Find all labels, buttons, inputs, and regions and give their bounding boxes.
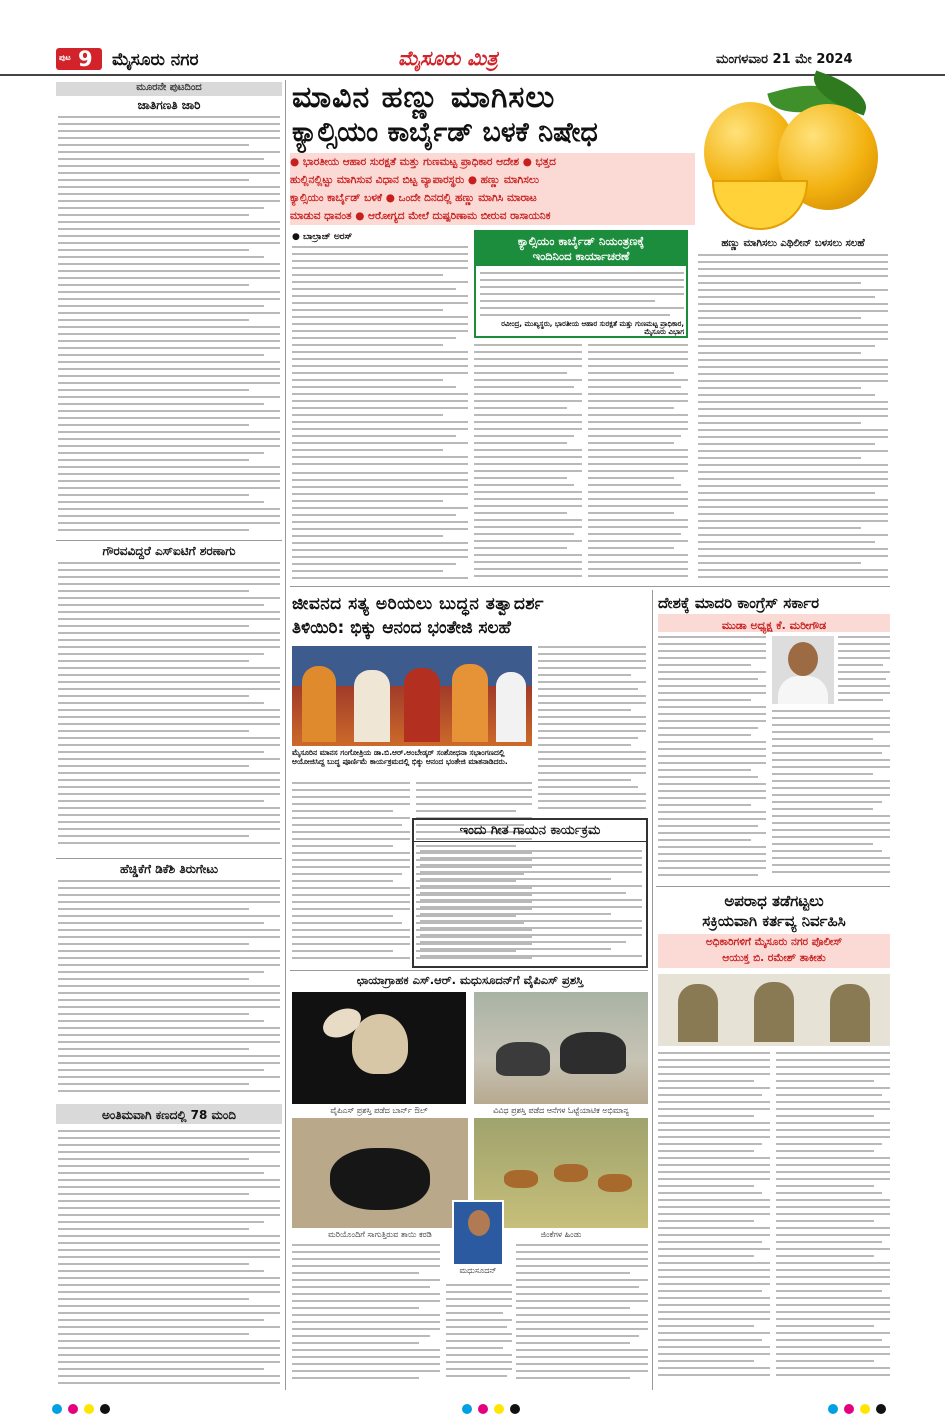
- divider-right: [652, 590, 653, 1390]
- police-headline-1: ಅಪರಾಧ ತಡೆಗಟ್ಟಲು: [724, 892, 824, 910]
- divider-police: [656, 886, 890, 887]
- congress-body-col2: [772, 710, 890, 880]
- photo-deer-caption: ಜಿಂಕೆಗಳ ಹಿಂಡು: [540, 1230, 582, 1239]
- lead-byline: ● ಬಾಲ್ರಾಜ್ ಅರಸ್: [292, 232, 353, 242]
- police-sub-1: ಅಧಿಕಾರಿಗಳಿಗೆ ಮೈಸೂರು ನಗರ ಪೊಲೀಸ್: [705, 936, 843, 948]
- photo-owl-caption: ವೈಪಿಎಸ್ ಪ್ರಶಸ್ತಿ ಪಡೆದ ಬಾರ್ನ್ ಔಲ್: [330, 1106, 428, 1115]
- lead-headline-1: ಮಾವಿನ ಹಣ್ಣು ಮಾಗಿಸಲು: [292, 80, 556, 115]
- photographer-portrait: [452, 1200, 504, 1266]
- congress-body-col1: [658, 636, 766, 880]
- lead-body-col2: [474, 344, 582, 582]
- photo-award-body-col2: [516, 1244, 648, 1384]
- photo-bear-caption: ಮರಿಯೊಂದಿಗೆ ಸಾಗುತ್ತಿರುವ ತಾಯಿ ಕರಡಿ: [328, 1230, 432, 1239]
- music-body: [420, 850, 642, 962]
- story-body-78: [58, 1130, 280, 1388]
- music-box: [412, 818, 648, 968]
- story-body-caste-census: [58, 116, 280, 534]
- kicker: [56, 82, 282, 96]
- lead-box-sign: ರವೀಂದ್ರ, ಮುಖ್ಯಸ್ಥರು, ಭಾರತೀಯ ಆಹಾರ ಸುರಕ್ಷತೆ ಮತ್ತು ಗುಣಮಟ್ಟ ಪ್ರಾಧಿಕಾರ, ಮೈಸೂರು ವಿಭಾಗ: [501, 320, 684, 336]
- header-bar: [0, 42, 945, 76]
- story-title-dks: ಹೆಚ್ಡಿಕೆಗೆ ಡಿಕೆಶಿ ತಿರುಗೇಟು: [56, 858, 282, 877]
- lead-bullet-4: ಮಾಡುವ ಧಾವಂತ ● ಆರೋಗ್ಯದ ಮೇಲೆ ದುಷ್ಪರಿಣಾಮ ಬೀರುವ ರಾಸಾಯನಿಕ: [290, 207, 695, 225]
- lead-box-header: [476, 232, 686, 266]
- congress-portrait: [772, 636, 834, 704]
- registration-marks: [52, 1404, 892, 1418]
- story-title-78-text: ಅಂತಿಮವಾಗಿ ಕಣದಲ್ಲಿ 78 ಮಂದಿ: [102, 1108, 236, 1122]
- side-story-body: [698, 254, 888, 582]
- lead-bullets: [290, 153, 695, 227]
- divider-lead: [290, 586, 890, 587]
- police-sub: [658, 934, 890, 968]
- police-photo: [658, 974, 890, 1046]
- police-headline-2: ಸಕ್ರಿಯವಾಗಿ ಕರ್ತವ್ಯ ನಿರ್ವಹಿಸಿ: [702, 912, 846, 930]
- page-number-box: [56, 48, 102, 70]
- lead-box-title-2: ಇಂದಿನಿಂದ ಕಾರ್ಯಾಚರಣೆ: [532, 249, 630, 263]
- buddha-photo: [292, 646, 532, 746]
- congress-headline: ದೇಶಕ್ಕೆ ಮಾದರಿ ಕಾಂಗ್ರೆಸ್ ಸರ್ಕಾರ: [658, 594, 820, 612]
- buddha-headline-1: ಜೀವನದ ಸತ್ಯ ಅರಿಯಲು ಬುದ್ಧನ ತತ್ವಾದರ್ಶ: [292, 594, 544, 614]
- police-sub-2: ಆಯುಕ್ತ ಬಿ. ರಮೇಶ್ ತಾಕೀತು: [722, 952, 826, 964]
- side-story-title: ಹಣ್ಣು ಮಾಗಿಸಲು ಎಥಿಲೀನ್ ಬಳಸಲು ಸಲಹೆ: [721, 238, 865, 249]
- page-label: ಪುಟ: [59, 53, 71, 62]
- buddha-body-col1: [292, 782, 410, 966]
- story-title-caste-census: ಜಾತಿಗಣತಿ ಜಾರಿ: [137, 98, 201, 112]
- lead-box-title-1: ಕ್ಯಾಲ್ಸಿಯಂ ಕಾರ್ಬೈಡ್ ನಿಯಂತ್ರಣಕ್ಕೆ: [517, 234, 645, 248]
- divider-photo: [290, 970, 648, 971]
- congress-sub-text: ಮುಡಾ ಅಧ್ಯಕ್ಷ ಕೆ. ಮರೀಗೌಡ: [721, 619, 827, 632]
- photo-award-body-col3: [446, 1284, 512, 1384]
- lead-body-col1b: [292, 472, 468, 582]
- lead-body-col3: [588, 344, 688, 582]
- section-title: ಮೈಸೂರು ನಗರ: [112, 50, 199, 70]
- lead-bullet-1: ● ಭಾರತೀಯ ಆಹಾರ ಸುರಕ್ಷತೆ ಮತ್ತು ಗುಣಮಟ್ಟ ಪ್ರಾಧಿಕಾರ ಆದೇಶ ● ಭತ್ತದ: [290, 153, 695, 171]
- lead-green-box: [474, 230, 688, 338]
- kicker-text: ಮೂರನೇ ಪುಟದಿಂದ: [136, 82, 202, 93]
- masthead: ಮೈಸೂರು ಮಿತ್ರ: [398, 46, 498, 70]
- police-body-col2: [776, 1052, 890, 1384]
- photo-award-body-col1: [292, 1244, 440, 1384]
- photo-bear: [292, 1118, 468, 1228]
- photo-award-title: ಛಾಯಾಗ್ರಾಹಕ ಎಸ್.ಆರ್. ಮಧುಸೂದನ್‌ಗೆ ವೈಪಿಎಸ್ ಪ್ರಶಸ್ತಿ: [356, 973, 584, 987]
- music-title: ಇಂದು ಗೀತ ಗಾಯನ ಕಾರ್ಯಕ್ರಮ: [414, 820, 646, 842]
- police-body-col1: [658, 1052, 770, 1384]
- congress-body-col2-top: [838, 636, 890, 704]
- story-title-sit: ಗೌರವವಿದ್ದರೆ ಎಸ್ಐಟಿಗೆ ಶರಣಾಗು: [56, 540, 282, 559]
- lead-bullet-2: ಹುಲ್ಲಿನಲ್ಲಿಟ್ಟು ಮಾಗಿಸುವ ವಿಧಾನ ಬಿಟ್ಟ ವ್ಯಾಪಾರಸ್ಥರು ● ಹಣ್ಣು ಮಾಗಿಸಲು: [290, 171, 695, 189]
- left-column: [56, 80, 286, 1390]
- buddha-headline-2: ತಿಳಿಯಿರಿ: ಭಿಕ್ಕು ಆನಂದ ಭಂತೇಜಿ ಸಲಹೆ: [292, 618, 511, 638]
- lead-headline-2: ಕ್ಯಾಲ್ಸಿಯಂ ಕಾರ್ಬೈಡ್ ಬಳಕೆ ನಿಷೇಧ: [292, 117, 598, 148]
- story-body-dks: [58, 880, 280, 1098]
- lead-box-body: [480, 272, 684, 320]
- page-date: ಮಂಗಳವಾರ 21 ಮೇ 2024: [716, 52, 853, 67]
- story-body-sit: [58, 562, 280, 852]
- story-title-78: [56, 1104, 282, 1124]
- photographer-caption: ಮಧುಸೂದನ್: [459, 1266, 497, 1275]
- lead-bullet-3: ಕ್ಯಾಲ್ಸಿಯಂ ಕಾರ್ಬೈಡ್ ಬಳಕೆ ● ಒಂದೇ ದಿನದಲ್ಲಿ ಹಣ್ಣು ಮಾಗಿಸಿ ಮಾರಾಟ: [290, 189, 695, 207]
- congress-sub: [658, 614, 890, 632]
- buddha-photo-caption: ಮೈಸೂರಿನ ಮಾನಸ ಗಂಗೋತ್ರಿಯ ಡಾ.ಬಿ.ಆರ್.ಅಂಬೇಡ್ಕರ್ ಸಂಶೋಧನಾ ಸಭಾಂಗಣದಲ್ಲಿ ಆಯೋಜಿಸಿದ್ದ ಬುದ್ಧ ಪೂರ್ಣಿಮೆ ಕಾರ್ಯಕ್ರಮದಲ್ಲಿ ಭಿಕ್ಕು ಆನಂದ ಭಂತೇಜಿ ಮಾತನಾಡಿದರು.: [292, 748, 508, 766]
- page-number: 9: [78, 47, 93, 71]
- buddha-body-col3: [538, 646, 646, 814]
- lead-body-col1: [292, 246, 468, 468]
- photo-elephants: [474, 992, 648, 1104]
- mango-illustration: [698, 80, 888, 236]
- photo-elephants-caption: ವಿವಿಧ ಪ್ರಶಸ್ತಿ ಪಡೆದ ಆನೆಗಳ ಓಟ್ಟೆಯಾಟಿಕ ಅಭಿಮಾನ್ಯ: [493, 1106, 629, 1115]
- photo-owl: [292, 992, 466, 1104]
